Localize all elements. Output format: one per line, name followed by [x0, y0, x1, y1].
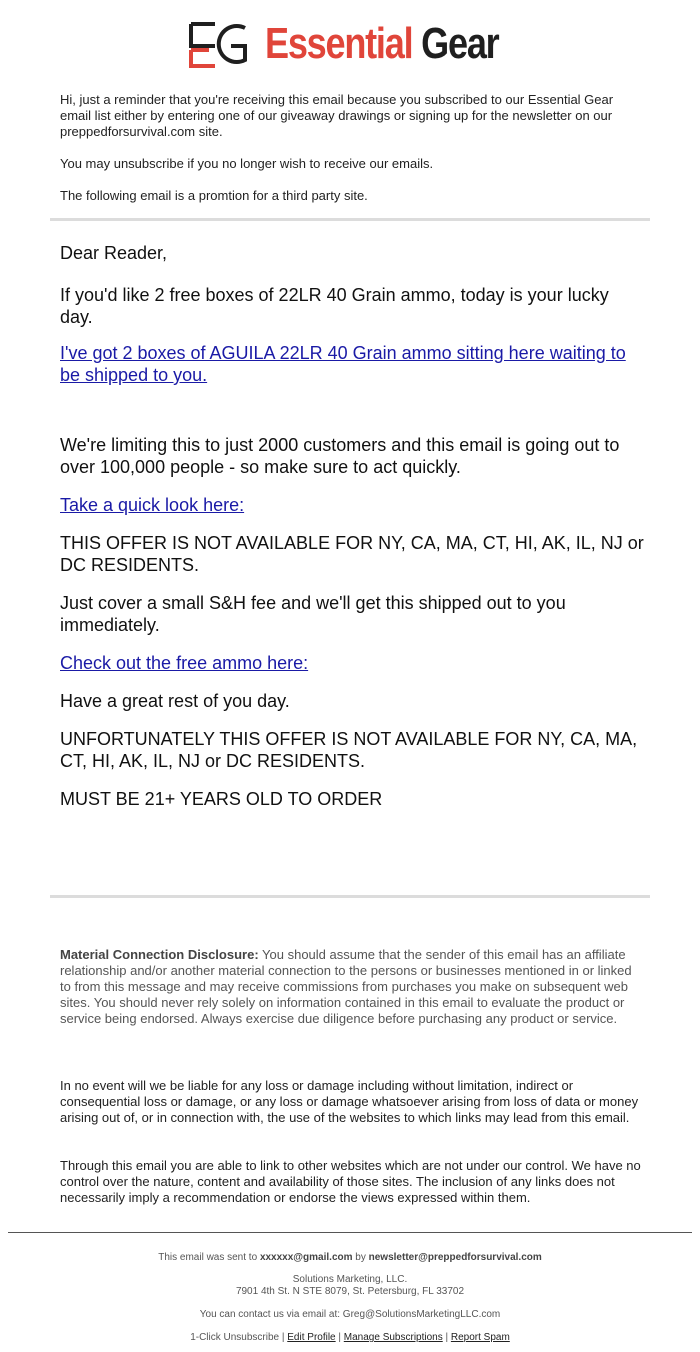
- brand-wordmark: [265, 16, 499, 72]
- email-body: [60, 242, 645, 810]
- brand-word-essential: Essential: [265, 19, 413, 68]
- subscription-reminder: Hi, just a reminder that you're receiving this email because you subscribed to our Essential Gear email list either by entering one of our giveaway drawings or signing up for the newsletter on our preppedforsurvival.com site.: [60, 92, 614, 139]
- disclosure-text: You should assume that the sender of this email has an affiliate relationship and/or another material connection to the persons or businesses mentioned in or linked to from this message and may receive commissions from purchases you make on subsequent web sites. You should never rely solely on information contained in this email to evaluate the product or service being endorsed. Always exercise due diligence before purchasing any product or service.: [60, 947, 632, 1026]
- free-ammo-link[interactable]: Check out the free ammo here:: [60, 653, 309, 673]
- sent-to-line: This email was sent to xxxxxx@gmail.com by newsletter@preppedforsurvival.com: [158, 1252, 542, 1263]
- material-disclosure: [60, 947, 645, 1027]
- restriction-notice: THIS OFFER IS NOT AVAILABLE FOR NY, CA, MA, CT, HI, AK, IL, NJ or DC RESIDENTS.: [60, 533, 644, 575]
- closing-line: Have a great rest of you day.: [60, 691, 290, 711]
- restriction-notice-2: UNFORTUNATELY THIS OFFER IS NOT AVAILABLE FOR NY, CA, MA, CT, HI, AK, IL, NJ or DC RESIDENTS.: [60, 729, 638, 771]
- eg-logo-icon: [185, 16, 251, 72]
- contact-line: You can contact us via email at: Greg@SolutionsMarketingLLC.com: [199, 1309, 501, 1320]
- brand-header: [0, 14, 700, 74]
- promotion-notice: The following email is a promtion for a third party site.: [60, 188, 368, 203]
- liability-notice: In no event will we be liable for any loss or damage including without limitation, indirect or consequential loss or damage, or any loss or damage whatsoever arising from loss of data or money arising out of, or in connection with, the use of the websites to which links may lead from this email.: [60, 1078, 639, 1125]
- company-address: 7901 4th St. N STE 8079, St. Petersburg, FL 33702: [235, 1286, 465, 1297]
- edit-profile-link[interactable]: Edit Profile: [287, 1332, 336, 1343]
- greeting: Dear Reader,: [60, 243, 168, 263]
- divider-bottom: [50, 895, 650, 898]
- quick-look-link[interactable]: Take a quick look here:: [60, 495, 245, 515]
- unsubscribe-note: You may unsubscribe if you no longer wish to receive our emails.: [60, 156, 434, 171]
- one-click-unsubscribe[interactable]: 1-Click Unsubscribe: [190, 1332, 280, 1343]
- age-requirement: MUST BE 21+ YEARS OLD TO ORDER: [60, 789, 383, 809]
- brand-word-gear: Gear: [421, 19, 499, 68]
- recipient-email: xxxxxx@gmail.com: [259, 1252, 353, 1263]
- sender-email: newsletter@preppedforsurvival.com: [368, 1252, 542, 1263]
- manage-subscriptions-link[interactable]: Manage Subscriptions: [343, 1332, 443, 1343]
- ammo-offer-link[interactable]: I've got 2 boxes of AGUILA 22LR 40 Grain ammo sitting here waiting to be shipped to you.: [60, 343, 626, 385]
- disclosure-label: Material Connection Disclosure:: [60, 947, 259, 962]
- external-links-notice: Through this email you are able to link to other websites which are not under our control. We have no control over the nature, content and availability of those sites. The inclusion of any links does not necessarily imply a recommendation or endorse the views expressed within them.: [60, 1158, 641, 1205]
- company-name: Solutions Marketing, LLC.: [292, 1274, 408, 1285]
- shipping-note: Just cover a small S&H fee and we'll get this shipped out to you immediately.: [60, 593, 566, 635]
- offer-intro: If you'd like 2 free boxes of 22LR 40 Grain ammo, today is your lucky day.: [60, 285, 609, 327]
- footer-links: 1-Click Unsubscribe | Edit Profile | Manage Subscriptions | Report Spam: [190, 1332, 510, 1343]
- footer-divider: [8, 1232, 692, 1233]
- limit-notice: We're limiting this to just 2000 customers and this email is going out to over 100,000 people - so make sure to act quickly.: [60, 435, 620, 477]
- intro-notice: [60, 92, 640, 220]
- divider-top: [50, 218, 650, 221]
- report-spam-link[interactable]: Report Spam: [450, 1332, 510, 1343]
